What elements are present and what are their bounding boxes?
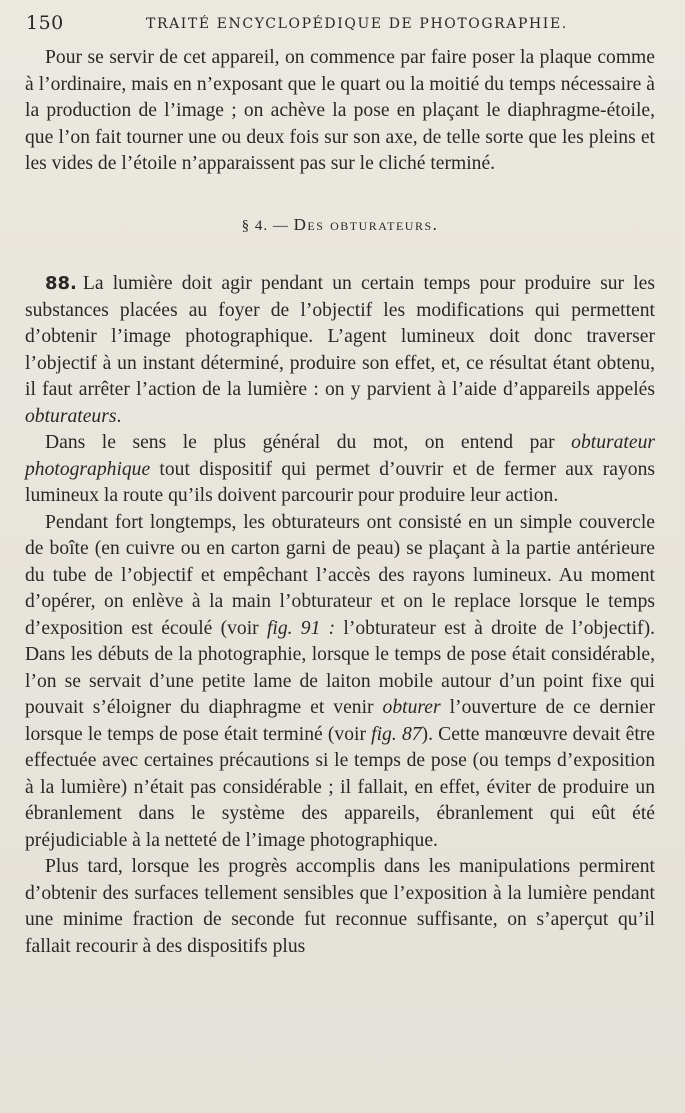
italic-term: obturateur photographique — [25, 432, 655, 480]
page-number: 150 — [26, 12, 64, 34]
paragraph-88: 88. La lumière doit agir pendant un certain temps pour produire sur les substances placées au foyer de l’objectif les modifications qui permettent d’obtenir l’image photographique. L’agent lumineux doit donc traverser l’objectif à un instant déterminé, produire son effet, et, ce résultat étant obtenu, il faut arrêter l’action de la lumière : on y parvient à l’aide d’appareils appelés obturateurs. — [25, 273, 655, 427]
paragraph-diaphragm-usage: Pour se servir de cet appareil, on commence par faire poser la plaque comme à l’ordinaire, mais en n’exposant que le quart ou la moitié du temps nécessaire à la production de l’image ; on achève la pose en plaçant le diaphragme-étoile, que l’on fait tourner une ou deux fois sur son axe, de telle sorte que les pleins et les vides de l’étoile n’apparaissent pas sur le cliché terminé. — [25, 47, 655, 174]
section-number: § 4. — — [241, 217, 289, 234]
paragraph-number: 88. — [45, 273, 77, 294]
running-head: TRAITÉ ENCYCLOPÉDIQUE DE PHOTOGRAPHIE. — [146, 16, 568, 32]
paragraph-later-progress: Plus tard, lorsque les progrès accomplis dans les manipulations permirent d’obtenir des surfaces tellement sensibles que l’exposition à la lumière pendant une minime fraction de seconde fut reconnue suffisante, on s’aperçut qu’il fallait recourir à des dispositifs plus — [25, 856, 655, 957]
page-header — [26, 12, 663, 42]
figure-reference: fig. 87 — [371, 723, 422, 745]
figure-reference: fig. 91 : — [266, 617, 336, 639]
italic-term: obturer — [382, 697, 441, 718]
page-body — [25, 45, 655, 960]
section-title: Des obturateurs. — [293, 214, 439, 234]
section-heading — [25, 212, 655, 240]
paragraph-history: Pendant fort longtemps, les obturateurs ont consisté en un simple couvercle de boîte (en cuivre ou en carton garni de peau) se plaçant à la partie antérieure du tube de l’objectif et empêchant l’accès des rayons lumineux. Au moment d’opérer, on enlève à la main l’obturateur et on le replace lorsque le temps d’exposition est écoulé (voir fig. 91 : l’obturateur est à droite de l’objectif). Dans les débuts de la photographie, lorsque le temps de pose était considérable, l’on se servait d’une petite lame de laiton mobile autour d’un point fixe qui pouvait s’éloigner du diaphragme et venir obturer l’ouverture de ce dernier lorsque le temps de pose était terminé (voir fig. 87). Cette manœuvre devait être effectuée avec certaines précautions si le temps de pose (ou temps d’exposition à la lumière) n’était pas considérable ; il fallait, en effet, éviter de produire un ébranlement dans le système des appareils, ébranlement qui eût été préjudiciable à la netteté de l’image photographique. — [25, 511, 655, 851]
paragraph-definition: Dans le sens le plus général du mot, on entend par obturateur photographique tout dispositif qui permet d’ouvrir et de fermer aux rayons lumineux la route qu’ils doivent parcourir pour produire leur action. — [25, 432, 655, 506]
italic-term: obturateurs — [25, 405, 117, 427]
